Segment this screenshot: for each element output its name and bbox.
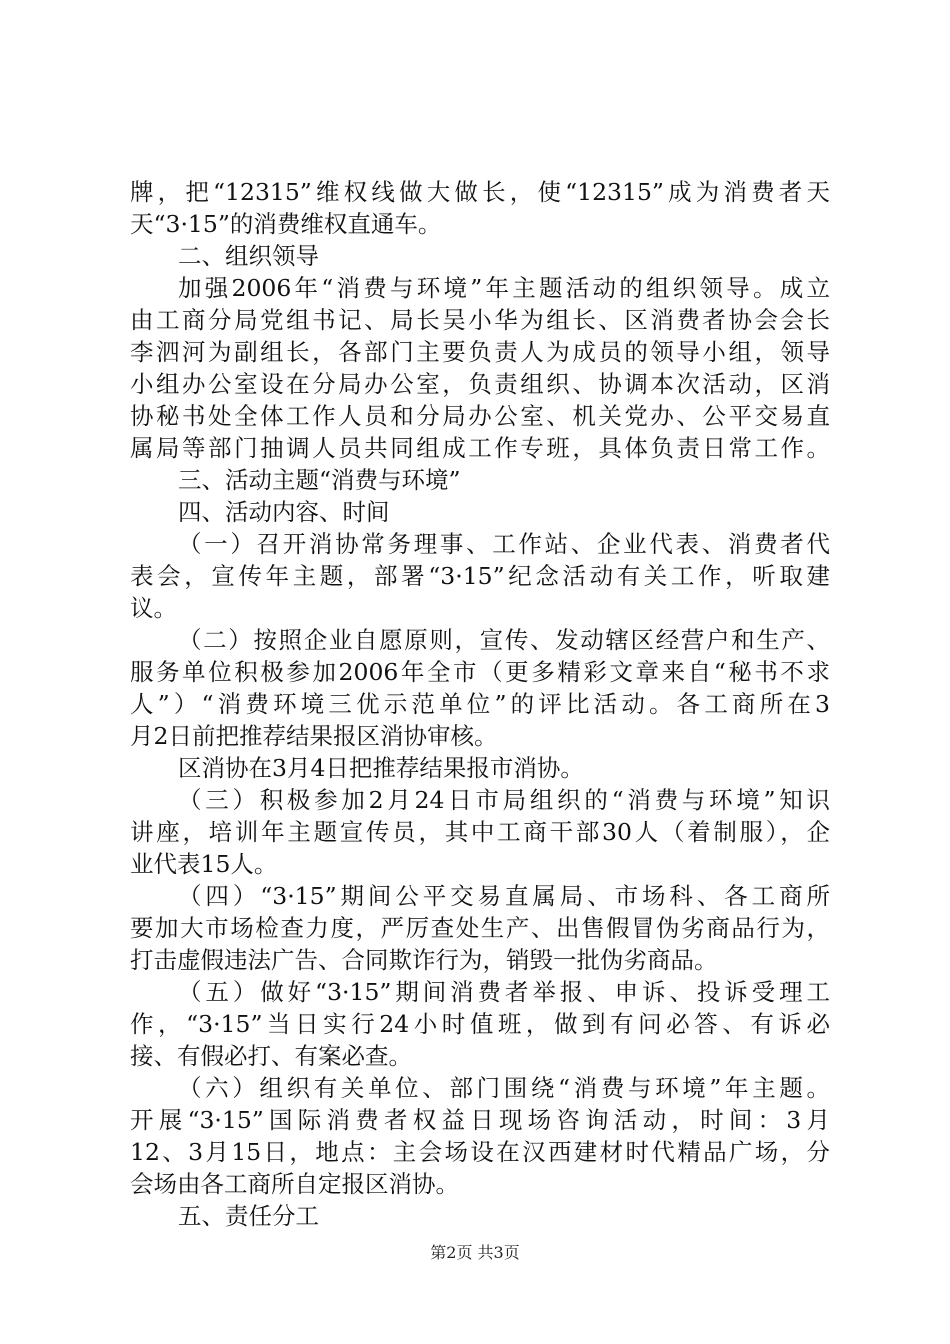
text-line-32: 会场由各工商所自定报区消协。 <box>130 1170 459 1198</box>
text-line-25: 打击虚假违法广告、合同欺诈行为，销毁一批伪劣商品。 <box>130 946 718 974</box>
text-line-1: 牌，把“12315”维权线做大做长，使“12315”成为消费者天 <box>130 178 830 206</box>
text-line-6: 李泗河为副组长，各部门主要负责人为成员的领导小组，领导 <box>130 338 830 366</box>
text-line-30: 开展“3·15”国际消费者权益日现场咨询活动，时间：3月 <box>130 1106 830 1134</box>
text-line-5: 由工商分局党组书记、局长吴小华为组长、区消费者协会会长 <box>130 306 830 334</box>
text-line-21: 讲座，培训年主题宣传员，其中工商干部30人（着制服），企 <box>130 818 830 846</box>
text-line-7: 小组办公室设在分局办公室，负责组织、协调本次活动，区消 <box>130 370 830 398</box>
text-line-9: 属局等部门抽调人员共同组成工作专班，具体负责日常工作。 <box>130 434 830 462</box>
section-heading-3: 三、活动主题“消费与环境” <box>178 466 461 494</box>
text-line-2: 天“3·15”的消费维权直通车。 <box>130 210 442 238</box>
section-heading-4: 四、活动内容、时间 <box>178 498 390 526</box>
text-line-13: 表会，宣传年主题，部署“3·15”纪念活动有关工作，听取建 <box>130 562 830 590</box>
text-line-16: 服务单位积极参加2006年全市（更多精彩文章来自“秘书不求 <box>130 658 830 686</box>
section-heading-5: 五、责任分工 <box>178 1202 319 1230</box>
text-line-26: （五）做好“3·15”期间消费者举报、申诉、投诉受理工 <box>178 978 830 1006</box>
text-line-20: （三）积极参加2月24日市局组织的“消费与环境”知识 <box>178 786 830 814</box>
text-line-22: 业代表15人。 <box>130 850 278 878</box>
section-heading-2: 二、组织领导 <box>178 242 319 270</box>
text-line-4: 加强2006年“消费与环境”年主题活动的组织领导。成立 <box>178 274 830 302</box>
text-line-31: 12、3月15日，地点：主会场设在汉西建材时代精品广场，分 <box>130 1138 830 1166</box>
text-line-19: 区消协在3月4日把推荐结果报市消协。 <box>178 754 584 782</box>
text-line-8: 协秘书处全体工作人员和分局办公室、机关党办、公平交易直 <box>130 402 830 430</box>
text-line-14: 议。 <box>130 594 177 622</box>
text-line-23: （四）“3·15”期间公平交易直属局、市场科、各工商所 <box>178 882 830 910</box>
text-line-18: 月2日前把推荐结果报区消协审核。 <box>130 722 498 750</box>
text-line-27: 作，“3·15”当日实行24小时值班，做到有问必答、有诉必 <box>130 1010 830 1038</box>
text-line-17: 人”）“消费环境三优示范单位”的评比活动。各工商所在3 <box>130 690 830 718</box>
page-footer: 第2页 共3页 <box>430 1243 520 1262</box>
text-line-29: （六）组织有关单位、部门围绕“消费与环境”年主题。 <box>178 1074 830 1102</box>
text-line-15: （二）按照企业自愿原则，宣传、发动辖区经营户和生产、 <box>178 626 830 654</box>
text-line-12: （一）召开消协常务理事、工作站、企业代表、消费者代 <box>178 530 830 558</box>
text-line-24: 要加大市场检查力度，严厉查处生产、出售假冒伪劣商品行为， <box>130 914 830 942</box>
text-line-28: 接、有假必打、有案必查。 <box>130 1042 412 1070</box>
